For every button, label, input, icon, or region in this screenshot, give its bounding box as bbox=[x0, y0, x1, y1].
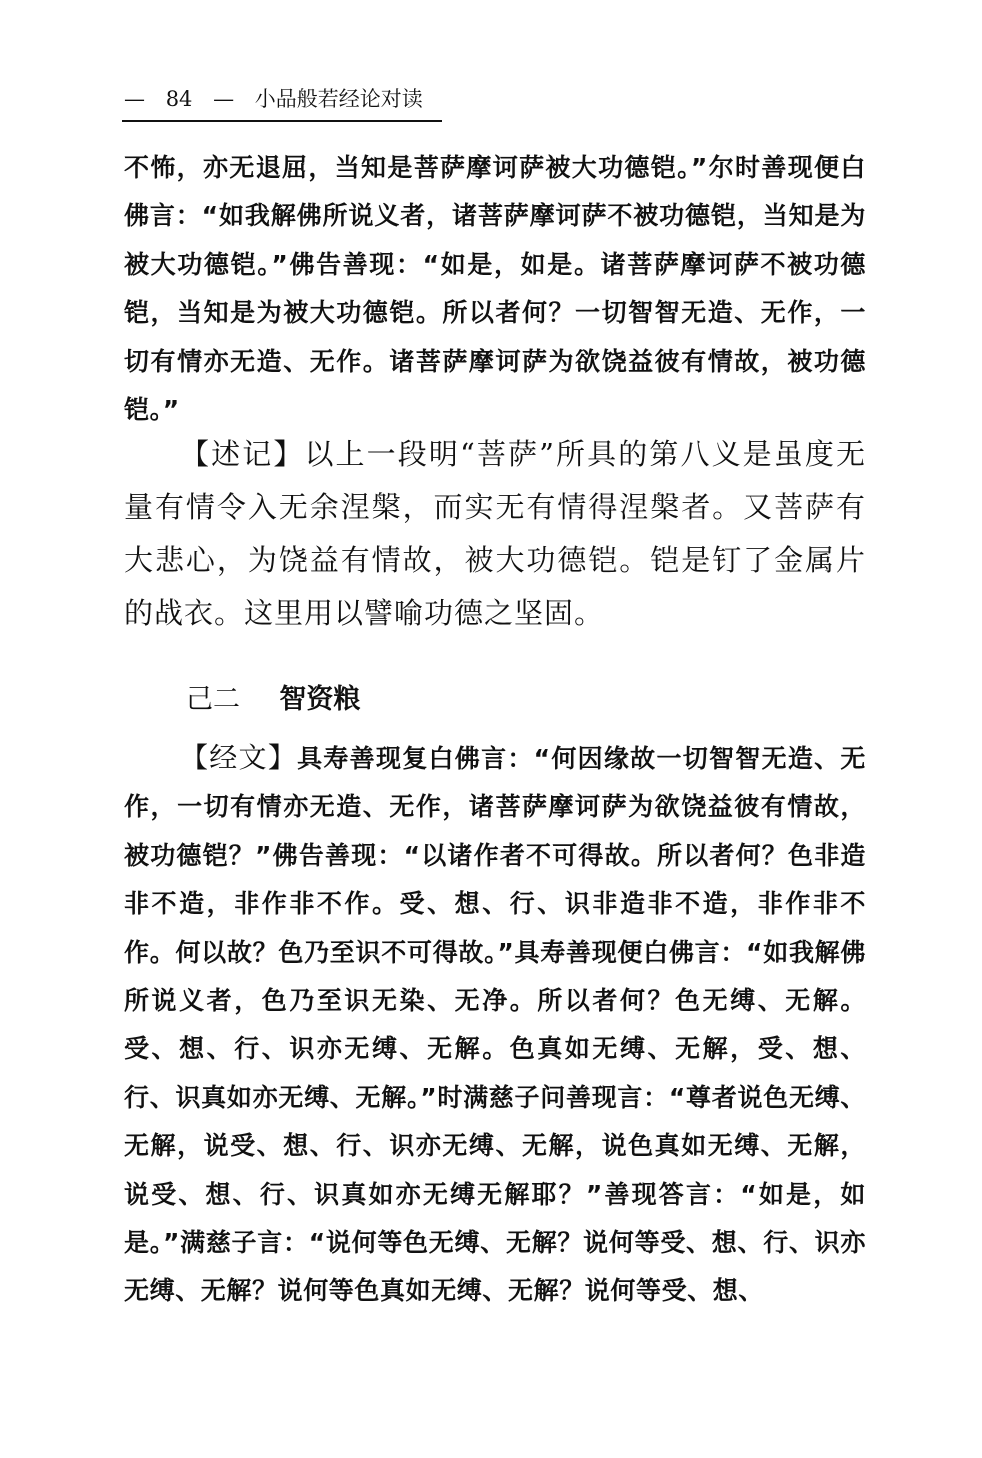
running-header bbox=[124, 84, 864, 114]
page-number: 84 bbox=[165, 87, 193, 111]
sutra-tag: 【经文】 bbox=[180, 741, 298, 774]
header-dash-right: — bbox=[213, 87, 235, 111]
section-heading bbox=[186, 680, 360, 720]
commentary-tag: 【述记】 bbox=[180, 437, 305, 471]
sutra-paragraph bbox=[124, 734, 866, 1316]
header-rule bbox=[122, 120, 442, 122]
book-title: 小品般若经论对读 bbox=[254, 87, 423, 111]
header-dash-left: — bbox=[124, 87, 145, 111]
section-number: 己二 bbox=[186, 684, 240, 715]
section-title: 智资粮 bbox=[279, 684, 361, 715]
commentary-text: 以上一段明“菩萨”所具的第八义是虽度无量有情令入无余涅槃，而实无有情得涅槃者。又菩萨有大悲心，为饶益有情故，被大功德铠。铠是钉了金属片的战衣。这里用以譬喻功德之坚固。 bbox=[124, 437, 866, 630]
commentary-paragraph bbox=[124, 428, 866, 640]
sutra-text: 具寿善现复白佛言：“何因缘故一切智智无造、无作，一切有情亦无造、无作，诸菩萨摩诃萨为欲饶益彼有情故，被功德铠？”佛告善现：“以诸作者不可得故。所以者何？色非造非不造，非作非不作。受、想、行、识非造非不造，非作非不作。何以故？色乃至识不可得故。”具寿善现便白佛言：“如我解佛所说义者，色乃至识无染、无净。所以者何？色无缚、无解。受、想、行、识亦无缚、无解。色真如无缚、无解，受、想、行、识真如亦无缚、无解。”时满慈子问善现言：“尊者说色无缚、无解，说受、想、行、识亦无缚、无解，说色真如无缚、无解，说受、想、行、识真如亦无缚无解耶？”善现答言：“如是，如是。”满慈子言：“说何等色无缚、无解？说何等受、想、行、识亦无缚、无解？说何等色真如无缚、无解？说何等受、想、 bbox=[124, 744, 866, 1306]
sutra-paragraph-continued: 不怖，亦无退屈，当知是菩萨摩诃萨被大功德铠。”尔时善现便白佛言：“如我解佛所说义者，诸菩萨摩诃萨不被功德铠，当知是为被大功德铠。”佛告善现：“如是，如是。诸菩萨摩诃萨不被功德铠，当知是为被大功德铠。所以者何？一切智智无造、无作，一切有情亦无造、无作。诸菩萨摩诃萨为欲饶益彼有情故，被功德铠。” bbox=[124, 153, 866, 425]
